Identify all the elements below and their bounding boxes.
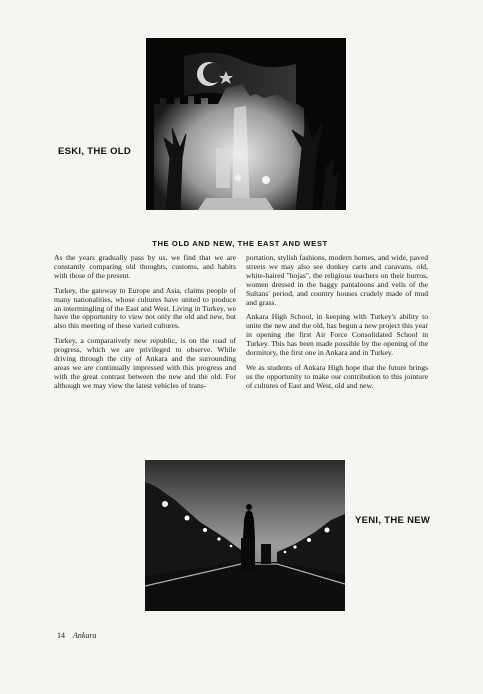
article-heading: THE OLD AND NEW, THE EAST AND WEST (152, 239, 328, 248)
article-right-column (246, 254, 428, 397)
publication-name: Ankara (73, 631, 97, 640)
paragraph: portation, stylish fashions, modern homes, and wide, paved streets we may also see donkey carts and caravans, old, white-haired "hojas", the religious teachers on their burros, women dressed in the baggy pantaloons and veils of the Sultans' period, and country houses crudely made of mud and grass. (246, 253, 428, 307)
caption-new: YENI, THE NEW (355, 515, 431, 526)
page-footer (57, 631, 97, 640)
paragraph: Ankara High School, in keeping with Turkey's ability to unite the new and the old, has begun a new project this year in opening the first Air Force Consolidated School in Turkey. This has been made possible by the opening of the dormitory, the first one in Ankara and in Turkey. (246, 312, 428, 358)
citadel-night-image (146, 38, 346, 210)
article-left-column (54, 254, 236, 397)
boulevard-night-image (145, 460, 345, 611)
page-number: 14 (57, 631, 65, 640)
paragraph: Turkey, the gateway to Europe and Asia, claims people of many nationalities, whose cultures have united to produce an intermingling of the East and West. Living in Turkey, we have the opportunity to view not only the old and new, but also this meeting of these varied cultures. (54, 285, 236, 331)
caption-old: ESKI, THE OLD (58, 146, 132, 157)
photo-citadel-old (146, 38, 346, 210)
photo-boulevard-new (145, 460, 345, 611)
paragraph: We as students of Ankara High hope that the future brings us the opportunity to make our contribution to this jointure of cultures of East and West, old and new. (246, 362, 428, 390)
paragraph: As the years gradually pass by us, we find that we are constantly comparing old thoughts, customs, and habits with those of the present. (54, 253, 236, 280)
paragraph: Turkey, a comparatively new republic, is on the road of progress, which we are privileged to observe. While driving through the city of Ankara and the surrounding areas we are continually impressed with this progress and with the great contrast between the new and the old. For although we may view the latest vehicles of trans- (54, 336, 236, 390)
